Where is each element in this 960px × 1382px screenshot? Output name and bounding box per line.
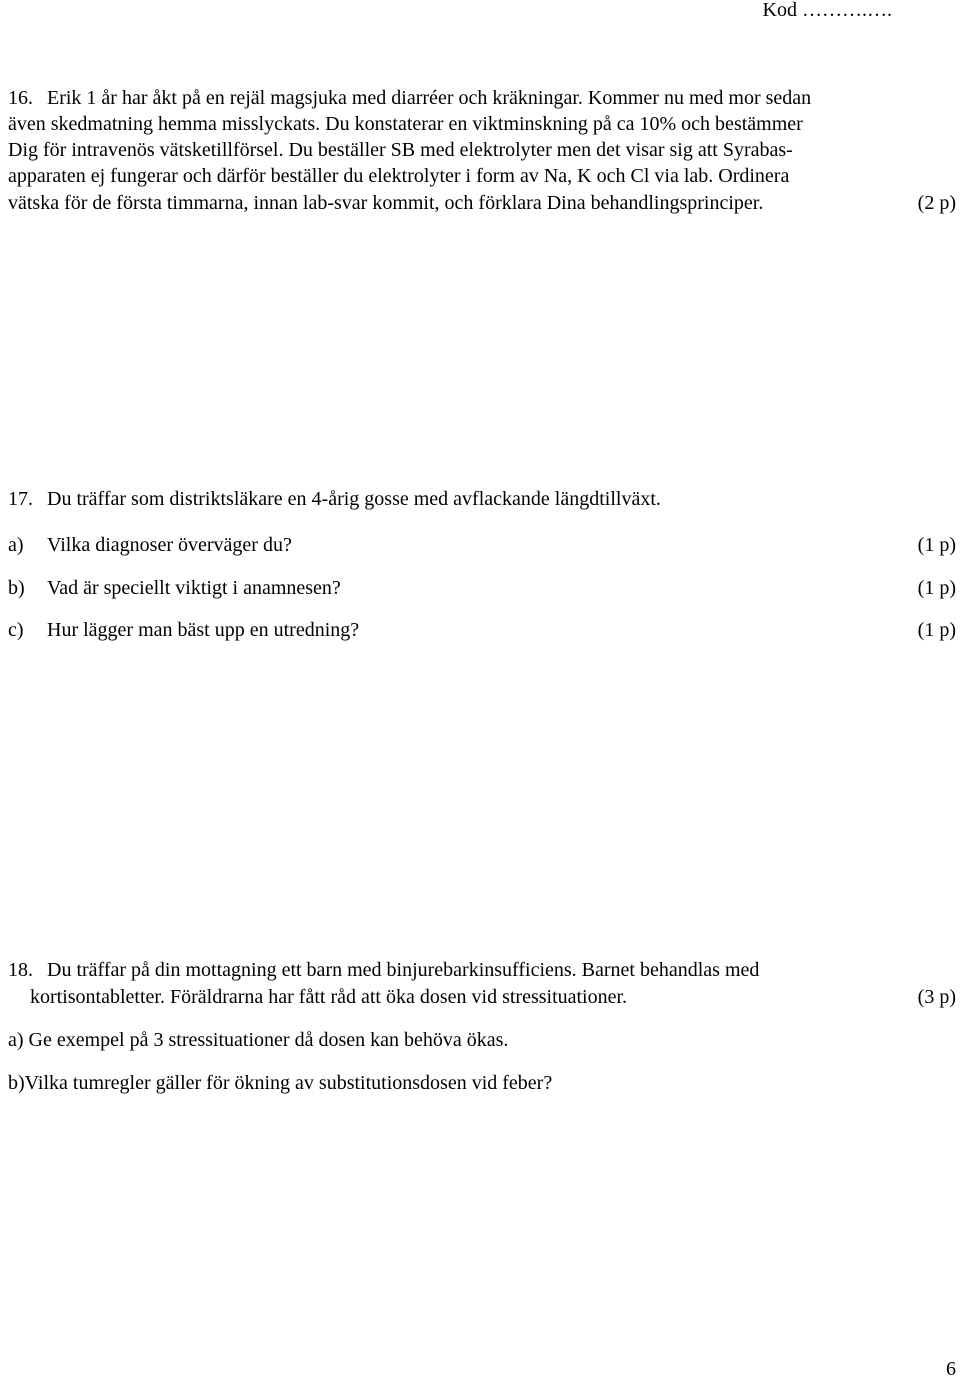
question-text-line: Erik 1 år har åkt på en rejäl magsjuka med diarréer och kräkningar. Kommer nu med mor sedan bbox=[47, 87, 812, 109]
subquestion-letter: a) bbox=[8, 534, 24, 556]
subquestion-text: Vad är speciellt viktigt i anamnesen? bbox=[47, 577, 341, 599]
question-text-line: Du träffar som distriktsläkare en 4-årig gosse med avflackande längdtillväxt. bbox=[47, 488, 661, 510]
subquestion-points: (1 p) bbox=[917, 577, 956, 599]
question-number: 16. bbox=[8, 87, 33, 109]
subquestion-points: (1 p) bbox=[917, 534, 956, 556]
page-number: 6 bbox=[946, 1358, 956, 1380]
question-text-line: även skedmatning hemma misslyckats. Du konstaterar en viktminskning på ca 10% och bestämmer bbox=[8, 113, 803, 135]
question-text-line: Dig för intravenös vätsketillförsel. Du beställer SB med elektrolyter men det visar sig att Syrabas- bbox=[8, 139, 793, 161]
question-points: (3 p) bbox=[917, 986, 956, 1008]
subquestion-text: a) Ge exempel på 3 stressituationer då dosen kan behöva ökas. bbox=[8, 1029, 509, 1051]
question-number: 18. bbox=[8, 959, 33, 981]
question-points: (2 p) bbox=[917, 192, 956, 214]
question-text-line: vätska för de första timmarna, innan lab-svar kommit, och förklara Dina behandlingsprinciper. bbox=[8, 192, 764, 214]
subquestion-letter: c) bbox=[8, 619, 24, 641]
subquestion-points: (1 p) bbox=[917, 619, 956, 641]
subquestion-text: Hur lägger man bäst upp en utredning? bbox=[47, 619, 360, 641]
subquestion-text: Vilka diagnoser överväger du? bbox=[47, 534, 292, 556]
question-text-line: apparaten ej fungerar och därför beställer du elektrolyter i form av Na, K och Cl via lab. Ordinera bbox=[8, 165, 790, 187]
exam-code-label: Kod ……….…. bbox=[762, 0, 892, 21]
question-text-line: Du träffar på din mottagning ett barn med binjurebarkinsufficiens. Barnet behandlas med bbox=[47, 959, 760, 981]
subquestion-text: b)Vilka tumregler gäller för ökning av substitutionsdosen vid feber? bbox=[8, 1072, 553, 1094]
question-text-line: kortisontabletter. Föräldrarna har fått råd att öka dosen vid stressituationer. bbox=[30, 986, 628, 1008]
subquestion-letter: b) bbox=[8, 577, 25, 599]
question-number: 17. bbox=[8, 488, 33, 510]
